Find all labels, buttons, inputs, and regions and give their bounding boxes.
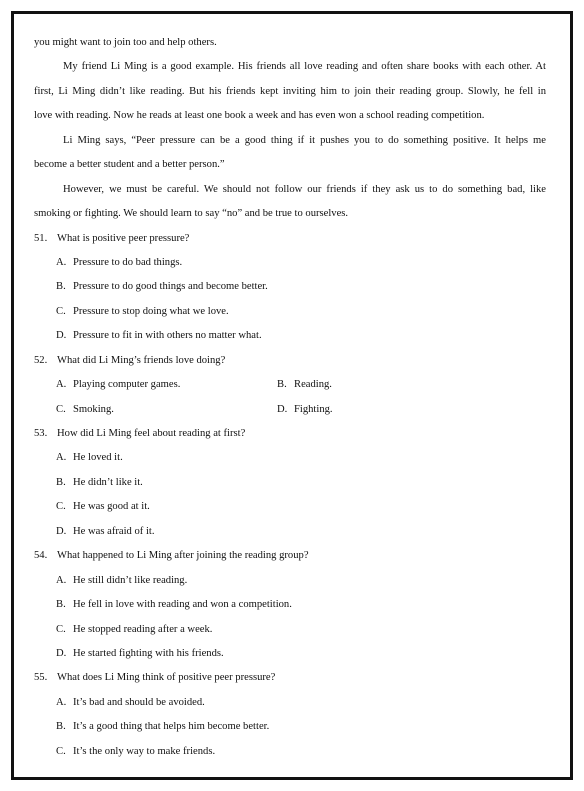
- option-letter: C.: [56, 403, 66, 415]
- question-text: How did Li Ming feel about reading at first?: [57, 428, 246, 439]
- option-text: It’s the only way to make friends.: [73, 745, 216, 757]
- option-text: He fell in love with reading and won a competition.: [73, 599, 292, 611]
- option-row: [34, 373, 546, 397]
- question-stem: [34, 422, 546, 446]
- option-c[interactable]: [56, 398, 277, 422]
- question-52: [34, 349, 546, 422]
- question-number: 51.: [34, 232, 48, 244]
- option-letter: C.: [56, 305, 66, 317]
- question-54: [34, 544, 546, 666]
- option-c[interactable]: [34, 300, 546, 324]
- option-d[interactable]: [34, 324, 546, 348]
- question-text: What is positive peer pressure?: [57, 232, 190, 244]
- passage-line: smoking or fighting. We should learn to say “no” and be true to ourselves.: [34, 208, 349, 220]
- option-text: It’s a good thing that helps him become better.: [73, 721, 270, 733]
- question-text: What does Li Ming think of positive peer pressure?: [57, 672, 276, 684]
- passage-line: you might want to join too and help others.: [34, 37, 217, 48]
- option-letter: B.: [56, 476, 66, 488]
- option-a[interactable]: [34, 691, 546, 715]
- option-text: Playing computer games.: [73, 379, 181, 391]
- question-stem: [34, 544, 546, 568]
- option-letter: D.: [56, 330, 67, 342]
- option-letter: C.: [56, 623, 66, 635]
- option-b[interactable]: [277, 373, 498, 397]
- option-text: He stopped reading after a week.: [73, 623, 213, 635]
- option-letter: B.: [56, 599, 66, 611]
- option-letter: A.: [56, 256, 67, 268]
- passage-line: However, we must be careful. We should not follow our friends if they ask us to do something bad, like: [63, 183, 546, 195]
- option-letter: D.: [56, 525, 67, 537]
- option-text: Pressure to do bad things.: [73, 256, 183, 268]
- option-text: He didn’t like it.: [73, 476, 143, 488]
- question-stem: [34, 666, 546, 690]
- option-d[interactable]: [34, 520, 546, 544]
- question-53: [34, 422, 546, 544]
- question-55: [34, 666, 546, 764]
- option-letter: B.: [277, 379, 287, 391]
- option-b[interactable]: [34, 593, 546, 617]
- question-text: What did Li Ming’s friends love doing?: [57, 354, 226, 366]
- option-letter: D.: [277, 403, 288, 415]
- option-d[interactable]: [34, 642, 546, 666]
- option-text: He started fighting with his friends.: [73, 647, 224, 659]
- option-c[interactable]: [34, 740, 546, 764]
- option-text: Pressure to fit in with others no matter what.: [73, 330, 262, 342]
- option-text: Fighting.: [294, 403, 333, 415]
- question-number: 55.: [34, 672, 48, 684]
- reading-passage: [34, 31, 546, 227]
- option-text: Pressure to stop doing what we love.: [73, 305, 229, 317]
- option-letter: C.: [56, 501, 66, 513]
- question-number: 52.: [34, 354, 48, 366]
- question-text: What happened to Li Ming after joining the reading group?: [57, 550, 309, 562]
- passage-line: become a better student and a better person.”: [34, 159, 225, 171]
- question-number: 54.: [34, 550, 48, 562]
- option-text: He loved it.: [73, 452, 123, 464]
- question-number: 53.: [34, 428, 48, 439]
- question-stem: [34, 227, 546, 251]
- option-a[interactable]: [56, 373, 277, 397]
- option-b[interactable]: [34, 471, 546, 495]
- option-text: It’s bad and should be avoided.: [73, 696, 205, 708]
- option-c[interactable]: [34, 495, 546, 519]
- question-stem: [34, 349, 546, 373]
- option-letter: B.: [56, 721, 66, 733]
- option-letter: A.: [56, 696, 67, 708]
- option-d[interactable]: [277, 398, 498, 422]
- option-a[interactable]: [34, 446, 546, 470]
- option-letter: D.: [56, 647, 67, 659]
- passage-line: My friend Li Ming is a good example. His friends all love reading and often share books with each other. At: [63, 61, 546, 73]
- option-text: Reading.: [294, 379, 332, 391]
- option-b[interactable]: [34, 275, 546, 299]
- option-letter: A.: [56, 379, 67, 391]
- option-text: He was good at it.: [73, 501, 150, 513]
- option-a[interactable]: [34, 251, 546, 275]
- option-b[interactable]: [34, 715, 546, 739]
- option-letter: B.: [56, 281, 66, 293]
- passage-line: first, Li Ming didn’t like reading. But his friends kept inviting him to join their reading group. Slowly, he fell in: [34, 85, 546, 97]
- option-c[interactable]: [34, 618, 546, 642]
- option-text: He still didn’t like reading.: [73, 574, 188, 586]
- option-text: Pressure to do good things and become better.: [73, 281, 268, 293]
- option-letter: A.: [56, 574, 67, 586]
- option-text: He was afraid of it.: [73, 525, 155, 537]
- option-text: Smoking.: [73, 403, 114, 415]
- passage-line: love with reading. Now he reads at least one book a week and has even won a school reading competition.: [34, 110, 485, 122]
- option-letter: C.: [56, 745, 66, 757]
- option-a[interactable]: [34, 569, 546, 593]
- question-51: [34, 227, 546, 349]
- worksheet-content: [34, 31, 546, 764]
- passage-line: Li Ming says, “Peer pressure can be a good thing if it pushes you to do something positive. It helps me: [63, 134, 546, 146]
- option-letter: A.: [56, 452, 67, 464]
- option-row: [34, 398, 546, 422]
